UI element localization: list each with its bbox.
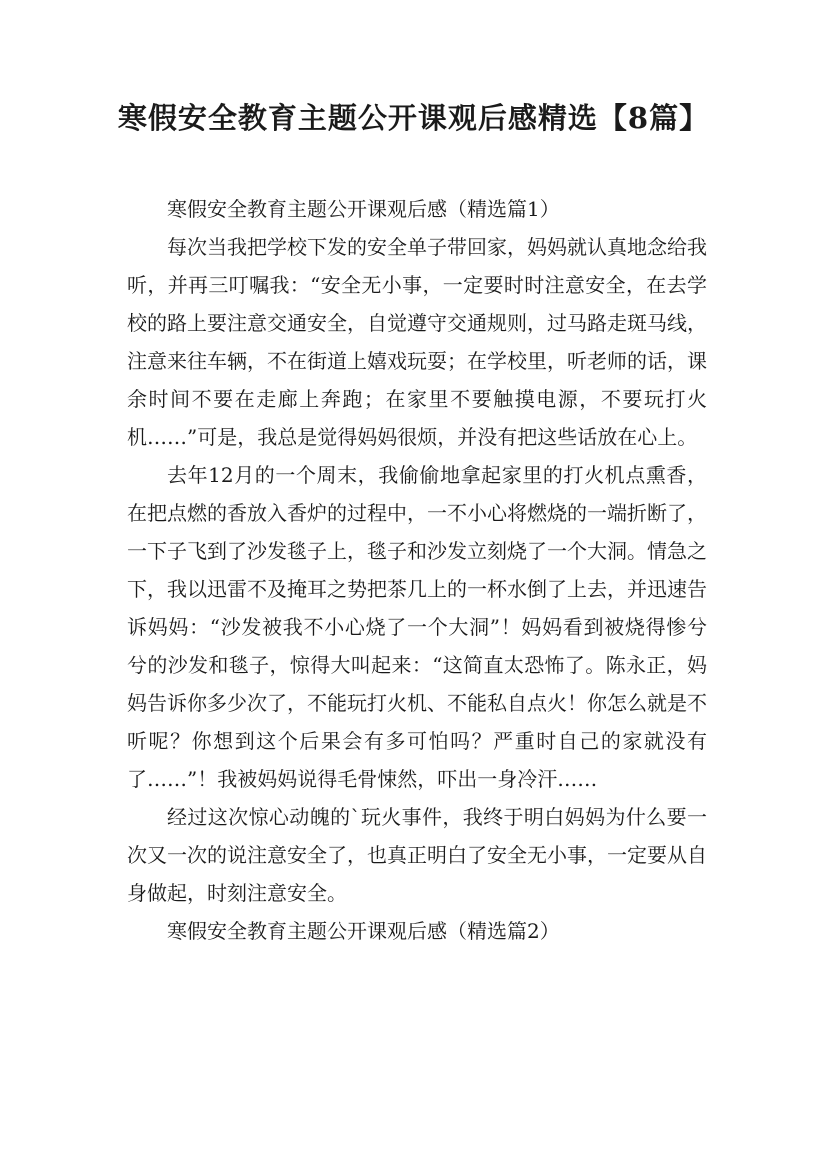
section-heading-2: 寒假安全教育主题公开课观后感（精选篇2）: [167, 919, 560, 943]
paragraph-2: 去年12月的一个周末，我偷偷地拿起家里的打火机点熏香，在把点燃的香放入香炉的过程中，一不小心将燃烧的一端折断了，一下子飞到了沙发毯子上，毯子和沙发立刻烧了一个大洞。情急之下，我以迅雷不及掩耳之势把茶几上的一杯水倒了上去，并迅速告诉妈妈：“沙发被我不小心烧了一个大洞”！妈妈看到被烧得惨兮兮的沙发和毯子，惊得大叫起来：“这简直太恐怖了。陈永正，妈妈告诉你多少次了，不能玩打火机、不能私自点火！你怎么就是不听呢？你想到这个后果会有多可怕吗？严重时自己的家就没有了……”！我被妈妈说得毛骨悚然，吓出一身冷汗……: [127, 463, 707, 791]
paragraph-3: 经过这次惊心动魄的`玩火事件，我终于明白妈妈为什么要一次又一次的说注意安全了，也真正明白了安全无小事，一定要从自身做起，时刻注意安全。: [127, 805, 707, 905]
section-heading-1: 寒假安全教育主题公开课观后感（精选篇1）: [167, 197, 560, 221]
paragraph-1: 每次当我把学校下发的安全单子带回家，妈妈就认真地念给我听，并再三叮嘱我：“安全无小事，一定要时时注意安全，在去学校的路上要注意交通安全，自觉遵守交通规则，过马路走斑马线，注意来往车辆，不在街道上嬉戏玩耍；在学校里，听老师的话，课余时间不要在走廊上奔跑；在家里不要触摸电源，不要玩打火机……”可是，我总是觉得妈妈很烦，并没有把这些话放在心上。: [127, 235, 707, 449]
document-body: [127, 190, 707, 950]
document-title: 寒假安全教育主题公开课观后感精选【8篇】: [117, 101, 710, 135]
